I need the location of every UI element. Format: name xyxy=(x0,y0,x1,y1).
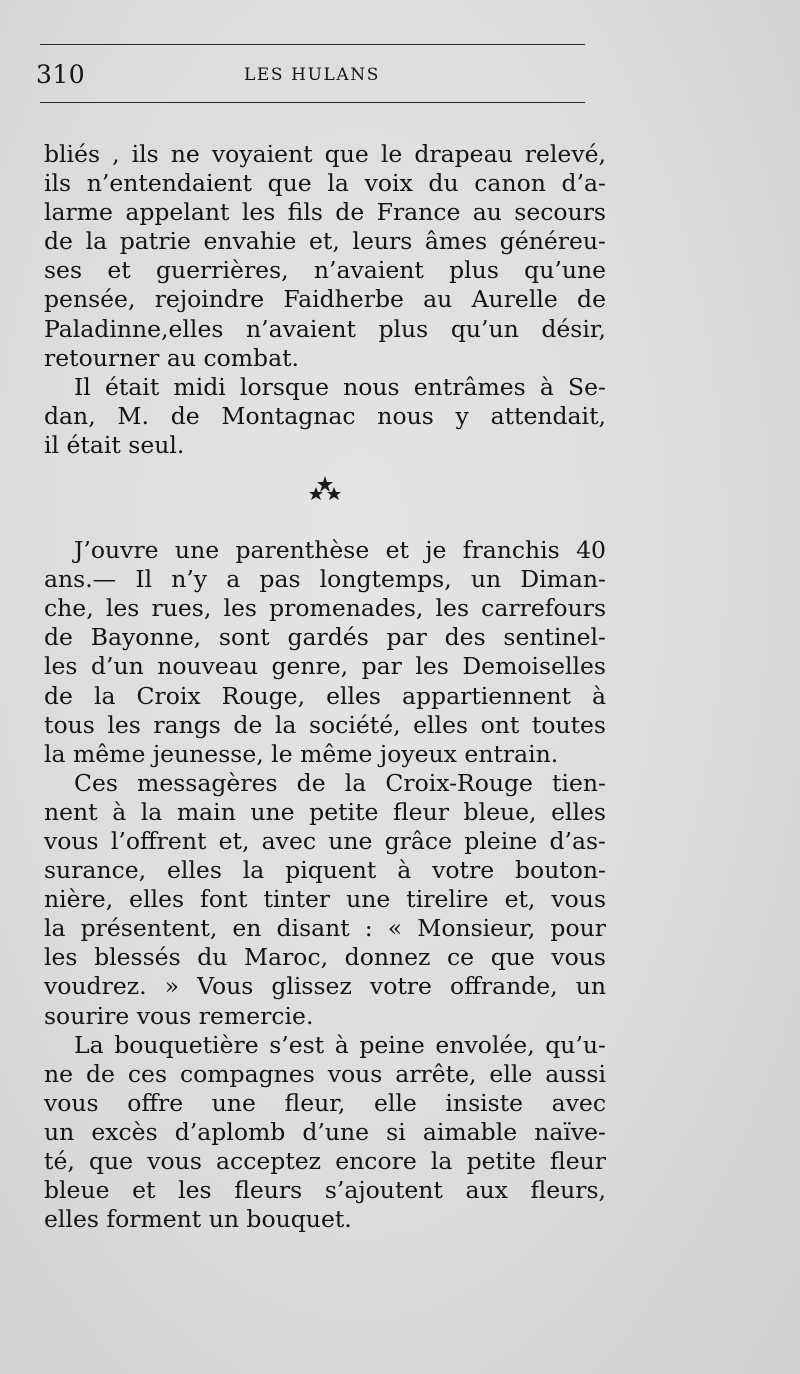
text-line: J’ouvre une parenthèse et je franchis 40 xyxy=(74,536,606,565)
text-line: Ces messagères de la Croix-Rouge tien- xyxy=(74,768,606,797)
text-line: bleue et les fleurs s’ajoutent aux fleurs, xyxy=(44,1176,606,1205)
text-line: La bouquetière s’est à peine envolée, qu’u- xyxy=(74,1030,606,1059)
text-line: surance, elles la piquent à votre bouton- xyxy=(44,856,606,885)
text-line: vous l’offrent et, avec une grâce pleine d’as- xyxy=(44,826,606,855)
paragraph xyxy=(44,373,606,460)
text-line: de la Croix Rouge, elles appartiennent à xyxy=(44,681,606,710)
text-line: che, les rues, les promenades, les carrefours xyxy=(44,594,606,623)
text-line: ans.— Il n’y a pas longtemps, un Diman- xyxy=(44,565,606,594)
text-line: les d’un nouveau genre, par les Demoiselles xyxy=(44,652,606,681)
text-line: de Bayonne, sont gardés par des sentinel- xyxy=(44,623,606,652)
text-line: tous les rangs de la société, elles ont toutes xyxy=(44,710,606,739)
header-rule-top xyxy=(40,44,585,45)
page-number: 310 xyxy=(36,60,86,89)
header-rule-bottom xyxy=(40,102,585,103)
paragraph xyxy=(44,769,606,1031)
page-body xyxy=(44,140,606,1234)
text-line: pensée, rejoindre Faidherbe au Aurelle de xyxy=(44,285,606,314)
text-line: ils n’entendaient que la voix du canon d’a- xyxy=(44,169,606,198)
text-line: la même jeunesse, le même joyeux entrain. xyxy=(44,739,559,768)
text-line: la présentent, en disant : « Monsieur, pour xyxy=(44,914,606,943)
asterism-icon xyxy=(305,474,345,504)
text-line: les blessés du Maroc, donnez ce que vous xyxy=(44,943,606,972)
text-line: de la patrie envahie et, leurs âmes généreu- xyxy=(44,227,606,256)
asterism-section-break xyxy=(44,474,606,514)
paragraph xyxy=(44,140,606,373)
text-line: bliés , ils ne voyaient que le drapeau relevé, xyxy=(44,140,606,168)
text-line: Paladinne,elles n’avaient plus qu’un désir, xyxy=(44,314,606,343)
text-line: ne de ces compagnes vous arrête, elle aussi xyxy=(44,1059,606,1088)
running-title: LES HULANS xyxy=(244,65,380,85)
text-line: té, que vous acceptez encore la petite fleur xyxy=(44,1147,606,1175)
text-line: sourire vous remercie. xyxy=(44,1001,314,1030)
text-line: nière, elles font tinter une tirelire et, vous xyxy=(44,885,606,914)
text-line: Il était midi lorsque nous entrâmes à Se- xyxy=(74,372,606,401)
text-line: retourner au combat. xyxy=(44,343,300,372)
text-line: nent à la main une petite fleur bleue, elles xyxy=(44,797,606,826)
paragraph xyxy=(44,536,606,769)
paragraph xyxy=(44,1031,606,1235)
text-line: vous offre une fleur, elle insiste avec xyxy=(44,1088,606,1117)
text-line: il était seul. xyxy=(44,430,185,459)
text-line: un excès d’aplomb d’une si aimable naïve- xyxy=(44,1117,606,1146)
text-line: elles forment un bouquet. xyxy=(44,1205,352,1234)
text-line: voudrez. » Vous glissez votre offrande, un xyxy=(44,972,606,1001)
text-line: larme appelant les fils de France au secours xyxy=(44,198,606,227)
text-line: ses et guerrières, n’avaient plus qu’une xyxy=(44,256,606,285)
text-line: dan, M. de Montagnac nous y attendait, xyxy=(44,401,606,430)
